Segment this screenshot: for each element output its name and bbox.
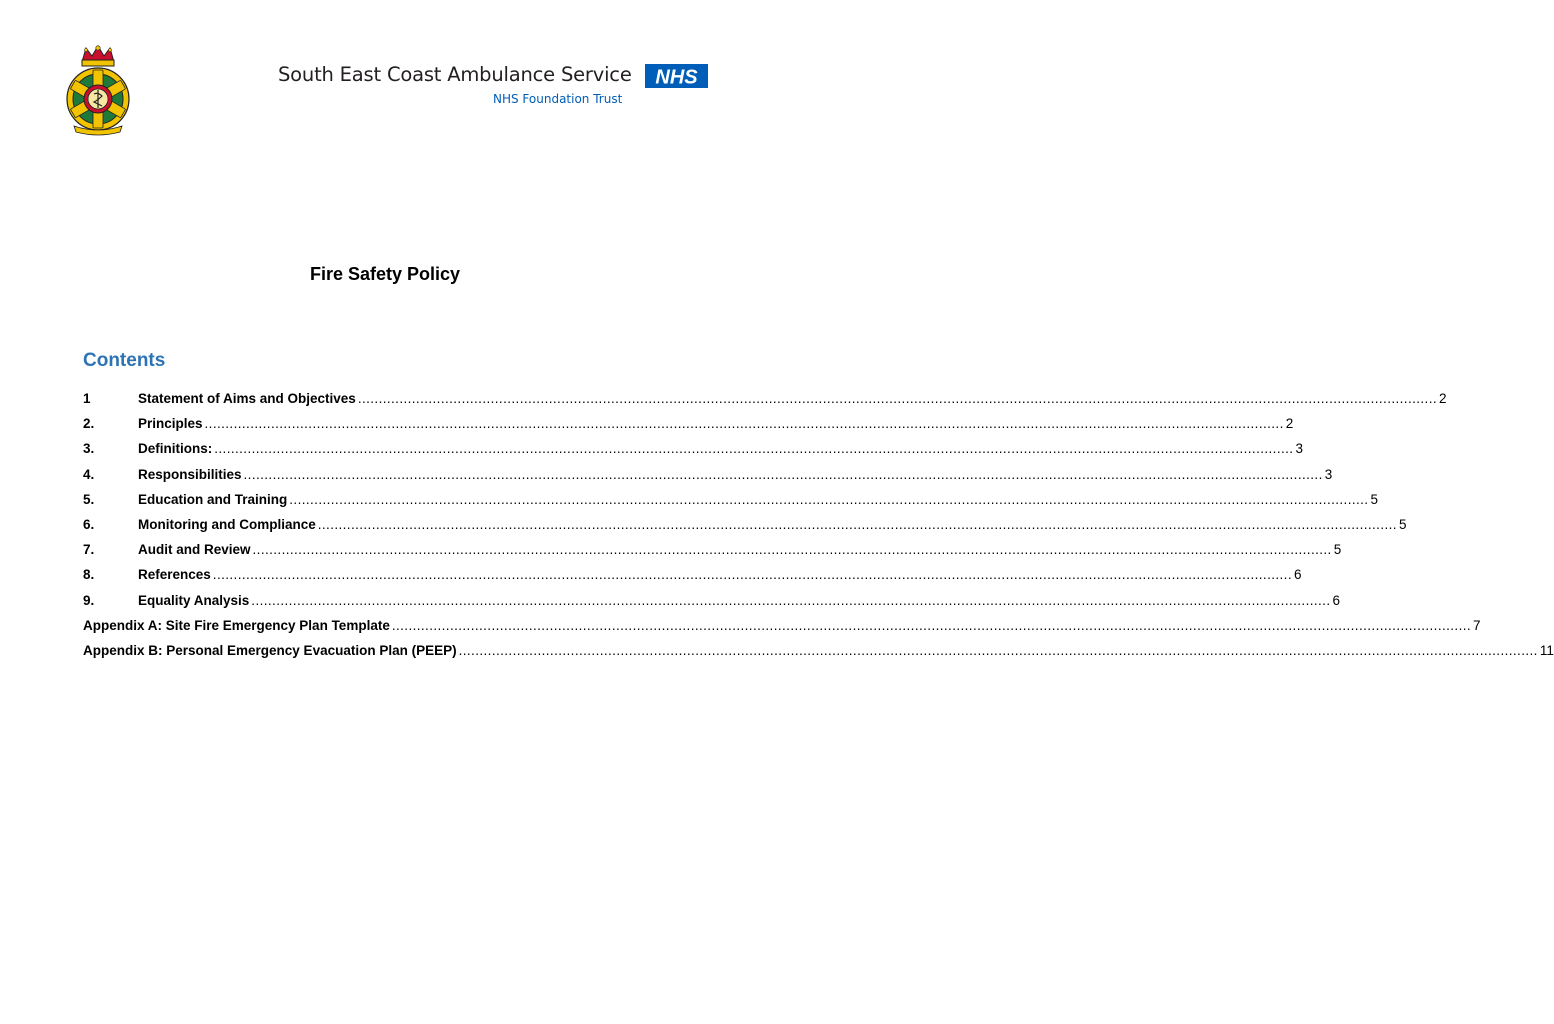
toc-entry-number: 3.	[83, 441, 95, 457]
organisation-header	[278, 60, 708, 110]
toc-entry-number: 1	[83, 391, 91, 406]
contents-heading: Contents	[83, 350, 166, 371]
toc-entry-title: Statement of Aims and Objectives	[138, 391, 356, 406]
toc-entry[interactable]	[83, 567, 1302, 592]
toc-dot-leader: ....................................................................................................................................................................................................................................................................	[252, 542, 1332, 558]
toc-entry[interactable]	[83, 441, 1303, 466]
toc-entry-title: References	[138, 567, 211, 583]
toc-entry-page: 7	[1473, 617, 1481, 633]
document-title: Fire Safety Policy	[309, 264, 461, 284]
toc-dot-leader: ....................................................................................................................................................................................................................................................................	[357, 391, 1438, 406]
toc-entry-page: 6	[1294, 567, 1302, 583]
organisation-name: South East Coast Ambulance Service	[278, 63, 632, 86]
toc-entry[interactable]	[83, 592, 1341, 618]
toc-dot-leader: ....................................................................................................................................................................................................................................................................	[243, 466, 1323, 482]
toc-entry-page: 2	[1439, 391, 1447, 406]
toc-entry-page: 5	[1370, 491, 1378, 507]
toc-entry[interactable]	[83, 391, 1447, 416]
toc-dot-leader: ....................................................................................................................................................................................................................................................................	[458, 642, 1538, 658]
toc-entry-title: Education and Training	[138, 491, 288, 507]
table-of-contents	[83, 391, 1554, 668]
toc-dot-leader: ....................................................................................................................................................................................................................................................................	[204, 416, 1284, 432]
toc-entry-number: 4.	[83, 466, 95, 482]
toc-entry-number: 8.	[83, 567, 95, 583]
toc-entry-number: 5.	[83, 491, 95, 507]
nhs-logo-text: NHS	[655, 66, 698, 89]
toc-entry-title: Appendix B: Personal Emergency Evacuation Plan (PEEP)	[83, 642, 457, 658]
toc-entry-page: 5	[1333, 542, 1342, 558]
toc-dot-leader: ....................................................................................................................................................................................................................................................................	[251, 592, 1331, 608]
organisation-subtitle: NHS Foundation Trust	[493, 92, 623, 106]
toc-entry-title: Appendix A: Site Fire Emergency Plan Template	[83, 617, 390, 633]
toc-entry[interactable]	[83, 516, 1407, 542]
toc-entry-page: 3	[1324, 466, 1333, 482]
toc-dot-leader: ....................................................................................................................................................................................................................................................................	[289, 491, 1369, 507]
toc-entry-number: 6.	[83, 516, 95, 532]
toc-entry-page: 11	[1539, 642, 1554, 658]
nhs-logo-icon	[645, 64, 708, 88]
toc-entry-page: 3	[1295, 441, 1303, 457]
toc-entry-number: 9.	[83, 592, 95, 608]
toc-dot-leader: ....................................................................................................................................................................................................................................................................	[317, 516, 1397, 532]
toc-entry[interactable]	[83, 542, 1342, 567]
toc-entry-number: 7.	[83, 542, 95, 558]
toc-entry-page: 5	[1398, 516, 1407, 532]
toc-dot-leader: ....................................................................................................................................................................................................................................................................	[212, 567, 1292, 583]
toc-entry-title: Principles	[138, 416, 203, 432]
toc-entry-number: 2.	[83, 416, 95, 432]
toc-entry-title: Responsibilities	[138, 466, 242, 482]
toc-dot-leader: ....................................................................................................................................................................................................................................................................	[391, 617, 1472, 633]
toc-dot-leader: ....................................................................................................................................................................................................................................................................	[214, 441, 1294, 457]
ambulance-crest-icon	[60, 42, 136, 134]
toc-entry-title: Monitoring and Compliance	[138, 516, 316, 532]
toc-entry[interactable]	[83, 416, 1294, 441]
toc-entry[interactable]	[83, 642, 1554, 668]
toc-entry-title: Audit and Review	[138, 542, 251, 558]
toc-entry-title: Definitions:	[138, 441, 213, 457]
toc-entry[interactable]	[83, 617, 1481, 643]
toc-entry[interactable]	[83, 466, 1333, 492]
toc-entry-page: 6	[1332, 592, 1341, 608]
toc-entry-title: Equality Analysis	[138, 592, 250, 608]
toc-entry-page: 2	[1285, 416, 1294, 432]
toc-entry[interactable]	[83, 491, 1378, 517]
